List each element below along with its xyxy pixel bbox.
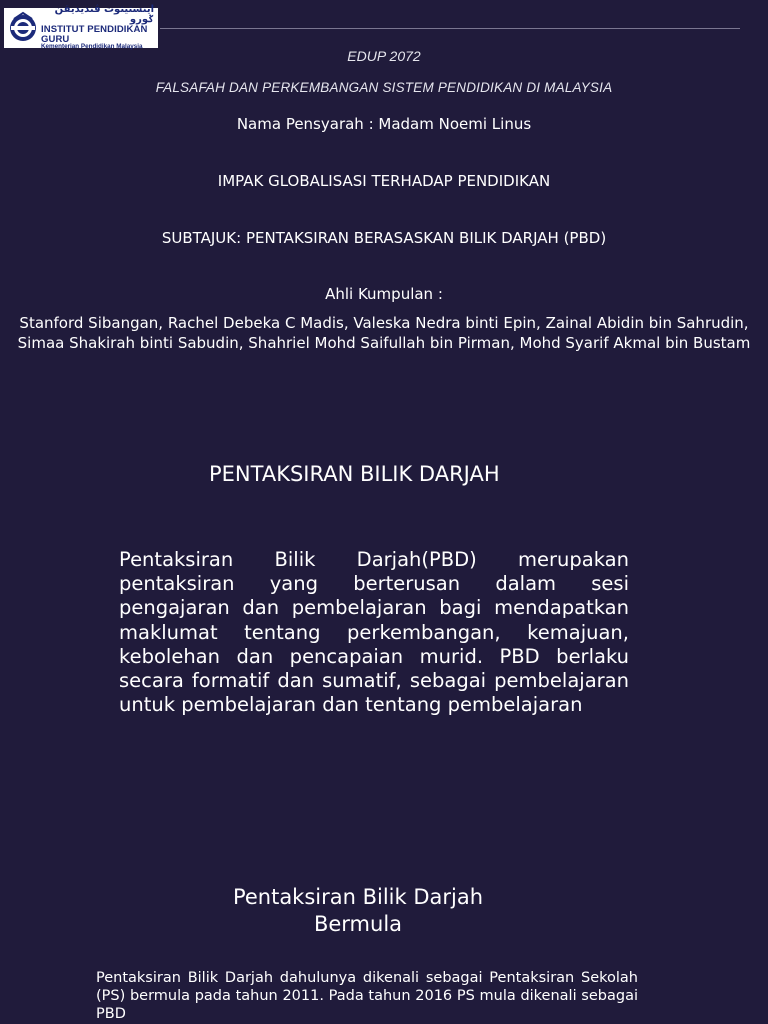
ipg-logo [4, 4, 158, 51]
section-title-pbd-history [218, 884, 498, 938]
pbd-definition-paragraph: Pentaksiran Bilik Darjah(PBD) merupakan pentaksiran yang berterusan dalam sesi pengajaran dan pembelajaran bagi mendapatkan maklumat tentang perkembangan, kemajuan, kebolehan dan pencapaian murid. PBD berlaku secara formatif dan sumatif, sebagai pembelajaran untuk pembelajaran dan tentang pembelajaran [119, 548, 629, 717]
pbd-history-paragraph: Pentaksiran Bilik Darjah dahulunya dikenali sebagai Pentaksiran Sekolah (PS) bermula pada tahun 2011. Pada tahun 2016 PS mula dikenali sebagai PBD [96, 970, 638, 1022]
header-divider [160, 28, 740, 29]
logo-institution-name: INSTITUT PENDIDIKAN GURU [41, 24, 148, 45]
section-title-pbd: PENTAKSIRAN BILIK DARJAH [209, 462, 500, 486]
section-title-line-2: Bermula [313, 912, 403, 936]
subtopic-title: SUBTAJUK: PENTAKSIRAN BERASASKAN BILIK DARJAH (PBD) [161, 229, 607, 247]
members-label: Ahli Kumpulan : [325, 285, 443, 303]
course-name: FALSAFAH DAN PERKEMBANGAN SISTEM PENDIDIKAN DI MALAYSIA [155, 80, 613, 95]
members-list [0, 313, 768, 353]
course-code: EDUP 2072 [347, 48, 421, 64]
section-title-line-1: Pentaksiran Bilik Darjah [232, 885, 484, 909]
logo-arabic-text: اينستيتوت ڤنديديقن ݢورو [54, 4, 154, 26]
lecturer-name: Nama Pensyarah : Madam Noemi Linus [236, 115, 532, 133]
logo-ministry-name: Kementerian Pendidikan Malaysia [41, 43, 143, 51]
logo-text [41, 5, 154, 50]
members-line-1: Stanford Sibangan, Rachel Debeka C Madis, Valeska Nedra binti Epin, Zainal Abidin bin Sahrudin, [19, 314, 749, 332]
ipg-emblem-icon [8, 11, 38, 45]
members-line-2: Simaa Shakirah binti Sabudin, Shahriel Mohd Saifullah bin Pirman, Mohd Syarif Akmal bin Bustam [17, 334, 751, 352]
topic-title: IMPAK GLOBALISASI TERHADAP PENDIDIKAN [217, 172, 551, 190]
